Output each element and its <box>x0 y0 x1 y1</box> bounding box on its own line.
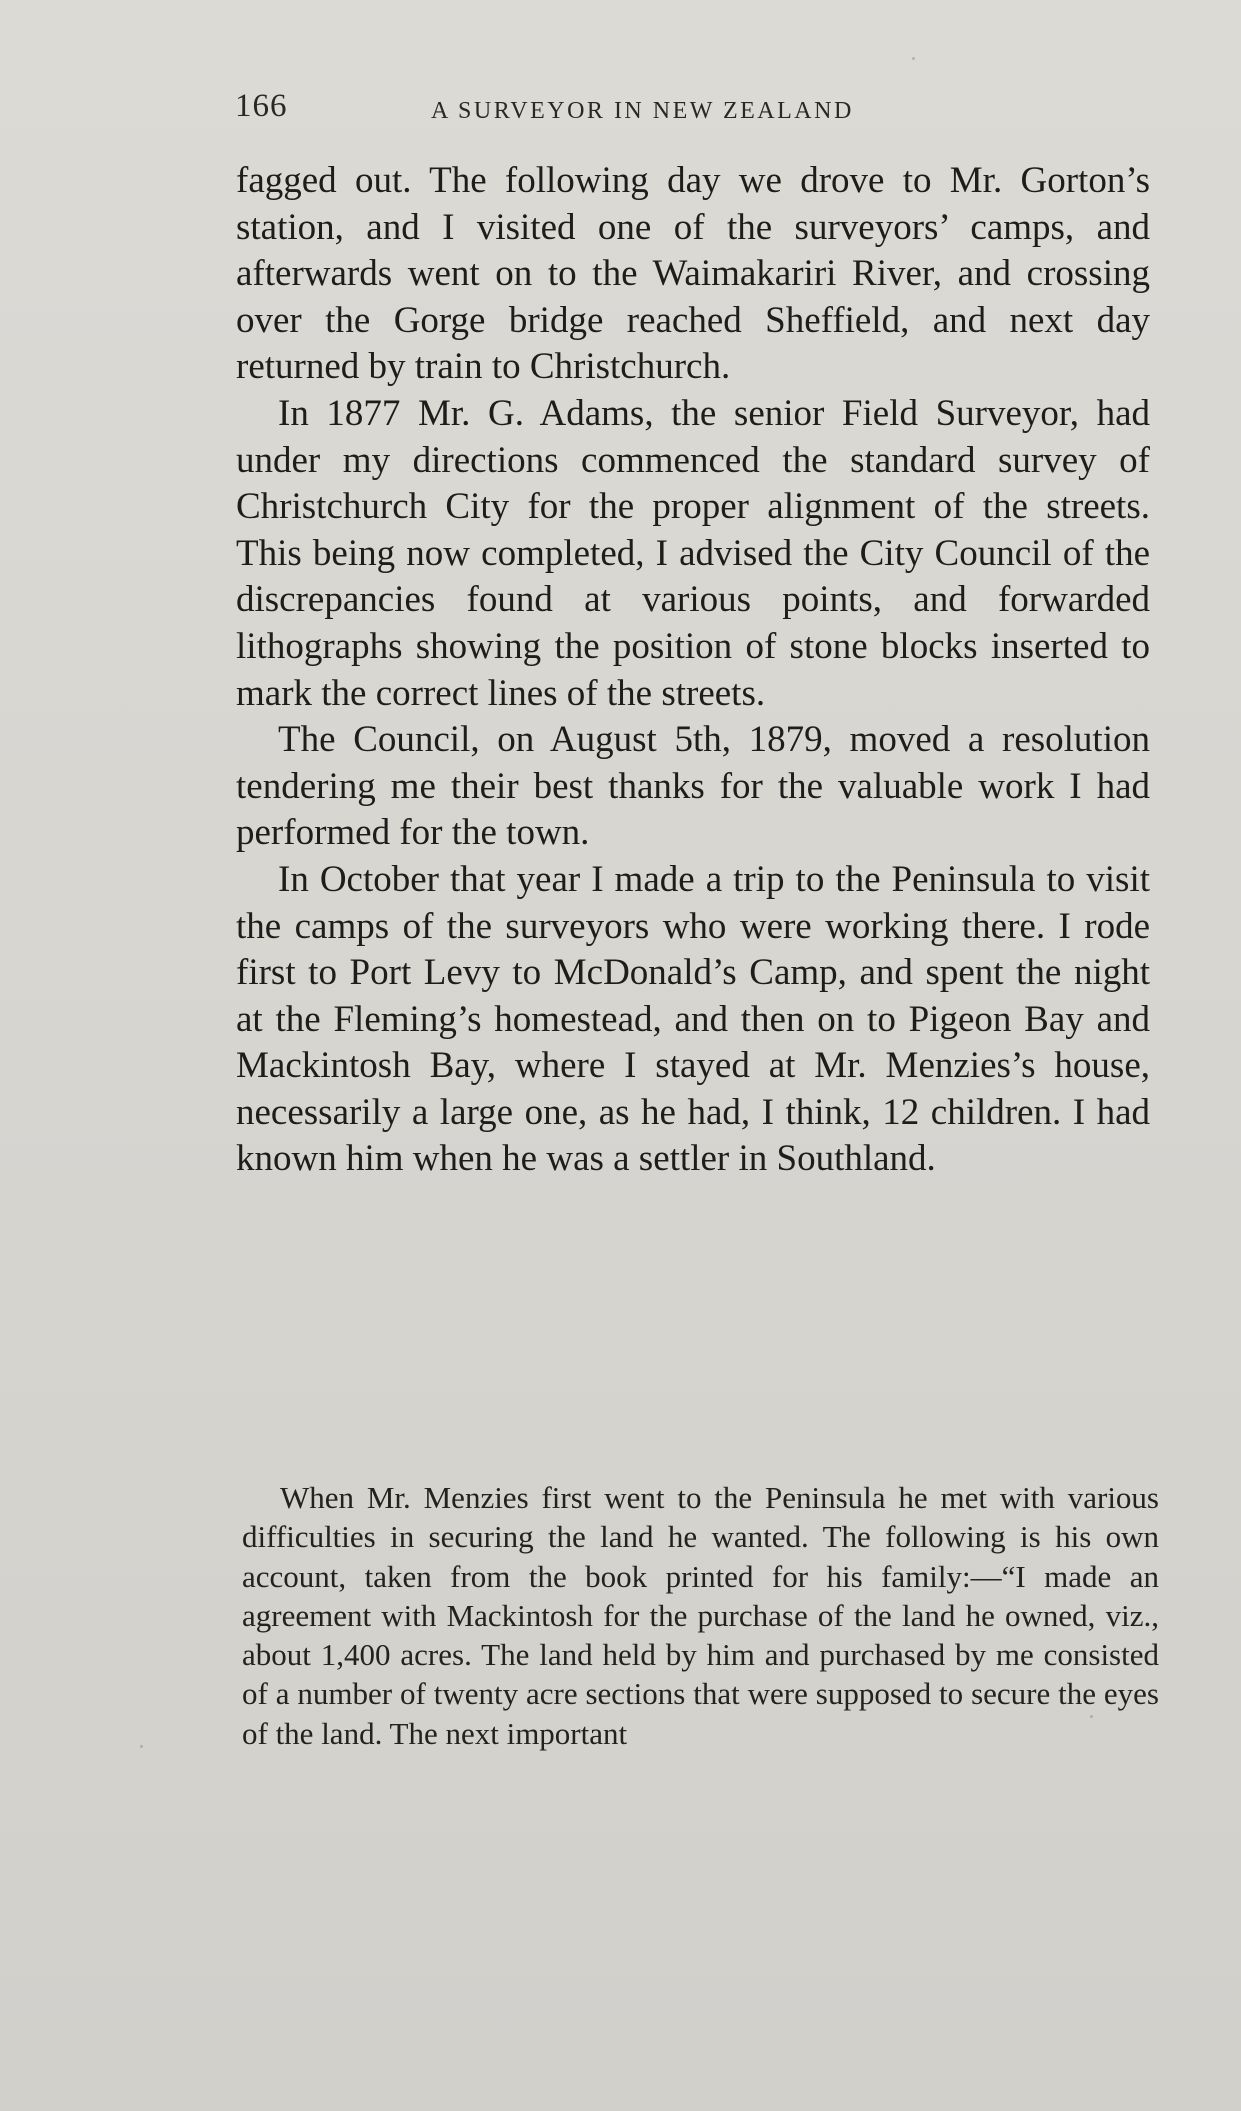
paragraph: In October that year I made a trip to the Peninsula to visit the camps of the surveyors who were working there. I rode first to Port Levy to McDonald’s Camp, and spent the night at the Fleming’s homestead, and then on to Pigeon Bay and Mackintosh Bay, where I stayed at Mr. Menzies’s house, necessarily a large one, as he had, I think, 12 children. I had known him when he was a settler in Southland. <box>236 858 1150 1180</box>
running-head <box>235 88 1155 134</box>
page-number: 166 <box>235 88 288 124</box>
footnote <box>242 1478 1159 1753</box>
main-text <box>236 158 1150 1183</box>
paragraph: fagged out. The following day we drove to Mr. Gorton’s station, and I visited one of the surveyors’ camps, and afterwards went on to the Waimakariri River, and crossing over the Gorge bridge reached Sheffield, and next day returned by train to Christchurch. <box>236 160 1150 388</box>
paper-speck <box>140 1745 143 1748</box>
paragraph: The Council, on August 5th, 1879, moved a resolution tendering me their best thanks for the valuable work I had performed for the town. <box>236 719 1150 854</box>
footnote-paragraph: When Mr. Menzies first went to the Peninsula he met with various difficulties in securing the land he wanted. The following is his own account, taken from the book printed for his family:—“I made an agreement with Mackintosh for the purchase of the land he owned, viz., about 1,400 acres. The land held by him and purchased by me consisted of a number of twenty acre sections that were supposed to secure the eyes of the land. The next important <box>242 1480 1159 1751</box>
paper-speck <box>1090 1715 1093 1718</box>
paragraph: In 1877 Mr. G. Adams, the senior Field Surveyor, had under my directions commenced the standard survey of Christchurch City for the proper alignment of the streets. This being now completed, I advised the City Council of the discrepancies found at various points, and forwarded lithographs showing the position of stone blocks inserted to mark the correct lines of the streets. <box>236 392 1150 714</box>
paper-speck <box>912 57 915 60</box>
running-head-title: A SURVEYOR IN NEW ZEALAND <box>431 98 854 124</box>
